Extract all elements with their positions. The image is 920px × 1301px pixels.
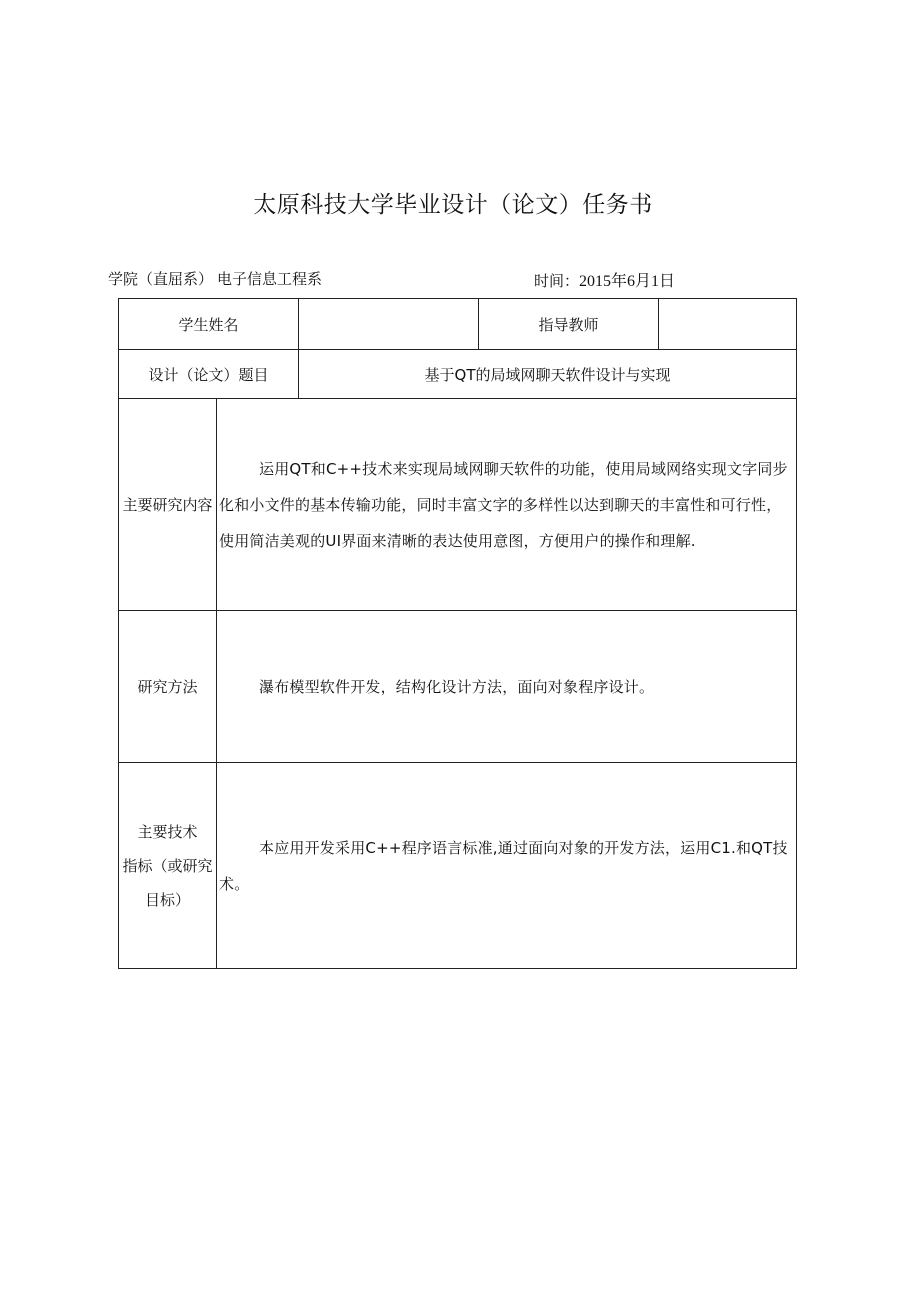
college-info [108, 268, 322, 289]
table-row-research-method [119, 611, 797, 763]
college-value: 电子信息工程系 [217, 270, 323, 288]
advisor-label: 指导教师 [479, 299, 659, 350]
tech-label-line3: 目标） [144, 890, 190, 909]
table-row-student [119, 299, 797, 350]
table-row-research-content [119, 399, 797, 611]
task-form-table [118, 298, 797, 969]
date-info [534, 268, 675, 291]
document-title: 太原科技大学毕业设计（论文）任务书 [253, 192, 653, 218]
date-label: 时间： [534, 272, 580, 290]
student-name-label: 学生姓名 [119, 299, 299, 350]
topic-label: 设计（论文）题目 [119, 350, 299, 399]
research-method-value: 瀑布模型软件开发，结构化设计方法，面向对象程序设计。 [217, 611, 797, 763]
table-row-topic [119, 350, 797, 399]
topic-value: 基于QT的局域网聊天软件设计与实现 [299, 350, 797, 399]
advisor-value[interactable] [659, 299, 797, 350]
tech-label-line2: 指标（或研究 [122, 856, 213, 875]
date-value: 2015年6月1日 [579, 273, 676, 290]
research-content-value: 运用QT和C++技术来实现局域网聊天软件的功能，使用局域网络实现文字同步化和小文件的基本传输功能，同时丰富文字的多样性以达到聊天的丰富性和可行性，使用简洁美观的UI界面来清晰的表达使用意图，方便用户的操作和理解. [217, 399, 797, 611]
tech-label [119, 763, 217, 969]
research-method-label: 研究方法 [119, 611, 217, 763]
college-label: 学院（直屈系） [108, 270, 214, 288]
table-row-tech [119, 763, 797, 969]
tech-value: 本应用开发采用C++程序语言标准,通过面向对象的开发方法，运用C1.和QT技术。 [217, 763, 797, 969]
tech-label-line1: 主要技术 [137, 822, 198, 841]
student-name-value[interactable] [299, 299, 479, 350]
research-content-label: 主要研究内容 [119, 399, 217, 611]
